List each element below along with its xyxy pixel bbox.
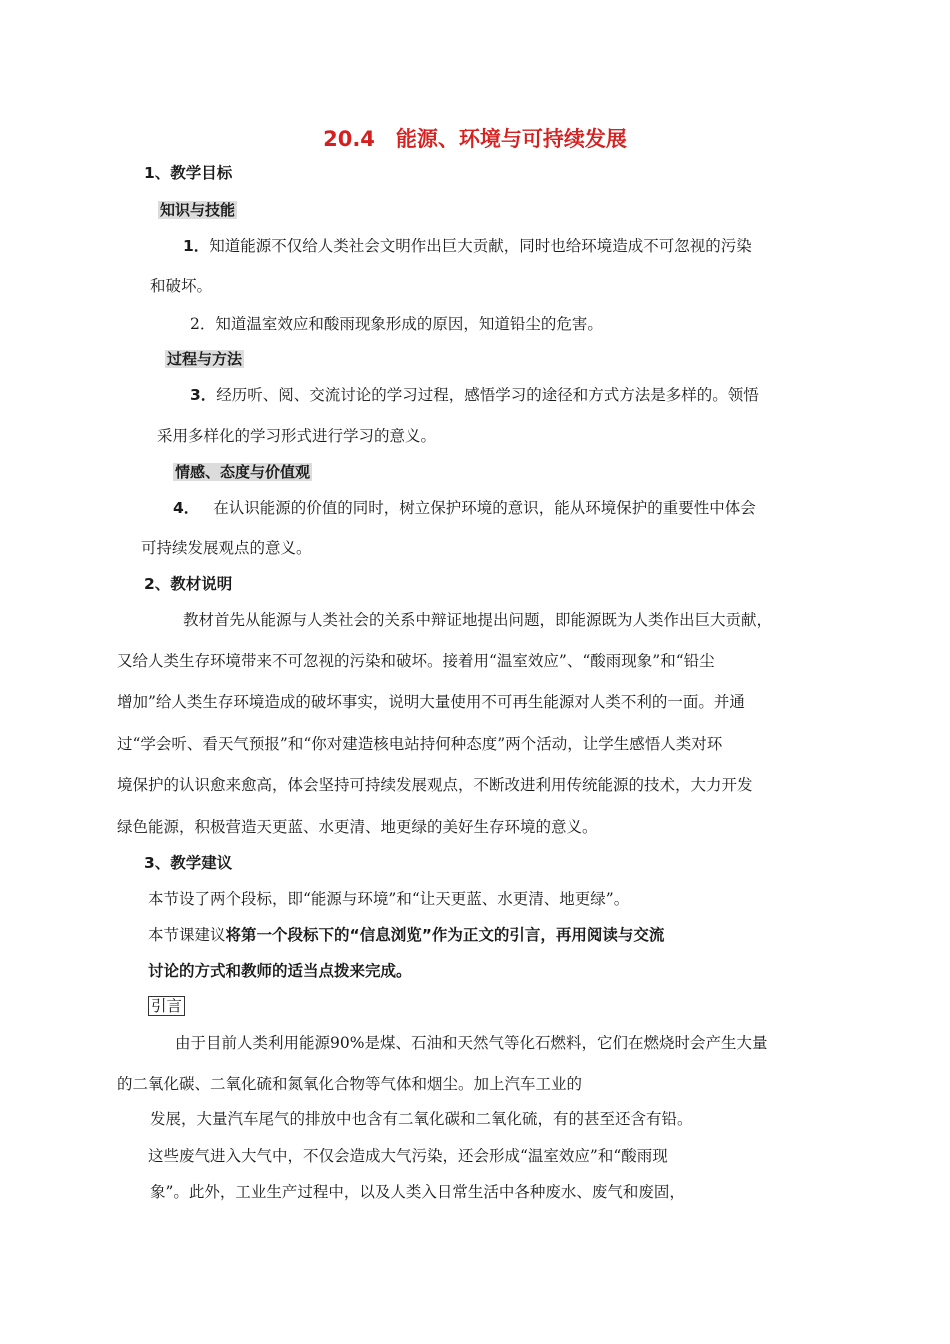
item-number: 1．	[183, 237, 210, 255]
paragraph-line: 可持续发展观点的意义。	[141, 539, 312, 557]
paragraph-line: 过“学会听、看天气预报”和“你对建造核电站持何种态度”两个活动，让学生感悟人类对环	[117, 735, 723, 753]
intro-label	[148, 995, 185, 1017]
paragraph-line	[148, 924, 664, 946]
intro-label-box: 引言	[148, 996, 185, 1016]
paragraph-line	[190, 384, 759, 406]
paragraph-line: 讨论的方式和教师的适当点拨来完成。	[148, 962, 412, 980]
paragraph-line	[183, 235, 752, 257]
item-number: 4．	[173, 499, 200, 517]
paragraph-line: 绿色能源，积极营造天更蓝、水更清、地更绿的美好生存环境的意义。	[117, 818, 598, 836]
paragraph-line: 发展，大量汽车尾气的排放中也含有二氧化碳和二氧化硫，有的甚至还含有铅。	[150, 1110, 693, 1128]
item-text: 知道能源不仅给人类社会文明作出巨大贡献，同时也给环境造成不可忽视的污染	[209, 237, 752, 255]
paragraph-line: 这些废气进入大气中，不仅会造成大气污染，还会形成“温室效应”和“酸雨现	[148, 1147, 668, 1165]
item-text: 在认识能源的价值的同时，树立保护环境的意识，能从环境保护的重要性中体会	[213, 499, 756, 517]
paragraph-line: 的二氧化碳、二氧化硫和氮氧化合物等气体和烟尘。加上汽车工业的	[117, 1075, 583, 1093]
subheading-label: 知识与技能	[160, 201, 236, 219]
paragraph-line: 教材首先从能源与人类社会的关系中辩证地提出问题，即能源既为人类作出巨大贡献，	[183, 611, 773, 629]
section-heading-suggestions: 3、教学建议	[144, 854, 233, 872]
paragraph-line: 和破坏。	[150, 277, 213, 295]
paragraph-line: 采用多样化的学习形式进行学习的意义。	[157, 427, 437, 445]
paragraph-line	[173, 497, 756, 519]
subheading-label: 过程与方法	[167, 350, 243, 368]
bold-text: 将第一个段标下的“信息浏览”作为正文的引言，再用阅读与交流	[225, 926, 665, 944]
plain-text: 本节课建议	[148, 926, 226, 944]
subheading-emotion-values	[173, 461, 312, 483]
paragraph-line: 象”。此外，工业生产过程中，以及人类入日常生活中各种废水、废气和废固，	[150, 1183, 685, 1201]
paragraph-line: 又给人类生存环境带来不可忽视的污染和破坏。接着用“温室效应”、“酸雨现象”和“铅尘	[117, 652, 715, 670]
paragraph-line: 本节设了两个段标，即“能源与环境”和“让天更蓝、水更清、地更绿”。	[148, 890, 630, 908]
section-heading-objectives: 1、教学目标	[144, 164, 233, 182]
item-text: 经历听、阅、交流讨论的学习过程，感悟学习的途径和方式方法是多样的。领悟	[216, 386, 759, 404]
item-number: 3．	[190, 386, 217, 404]
section-heading-materials: 2、教材说明	[144, 575, 233, 593]
subheading-knowledge-skills	[158, 199, 237, 221]
subheading-label: 情感、态度与价值观	[175, 463, 311, 481]
paragraph-line: 境保护的认识愈来愈高，体会坚持可持续发展观点，不断改进利用传统能源的技术，大力开发	[117, 776, 753, 794]
paragraph-line: 2．知道温室效应和酸雨现象形成的原因，知道铅尘的危害。	[190, 315, 603, 333]
subheading-process-method	[165, 348, 244, 370]
paragraph-line: 增加”给人类生存环境造成的破坏事实，说明大量使用不可再生能源对人类不利的一面。并通	[117, 693, 745, 711]
page-title: 20.4 能源、环境与可持续发展	[323, 127, 627, 151]
paragraph-line: 由于目前人类利用能源90%是煤、石油和天然气等化石燃料，它们在燃烧时会产生大量	[175, 1034, 768, 1052]
